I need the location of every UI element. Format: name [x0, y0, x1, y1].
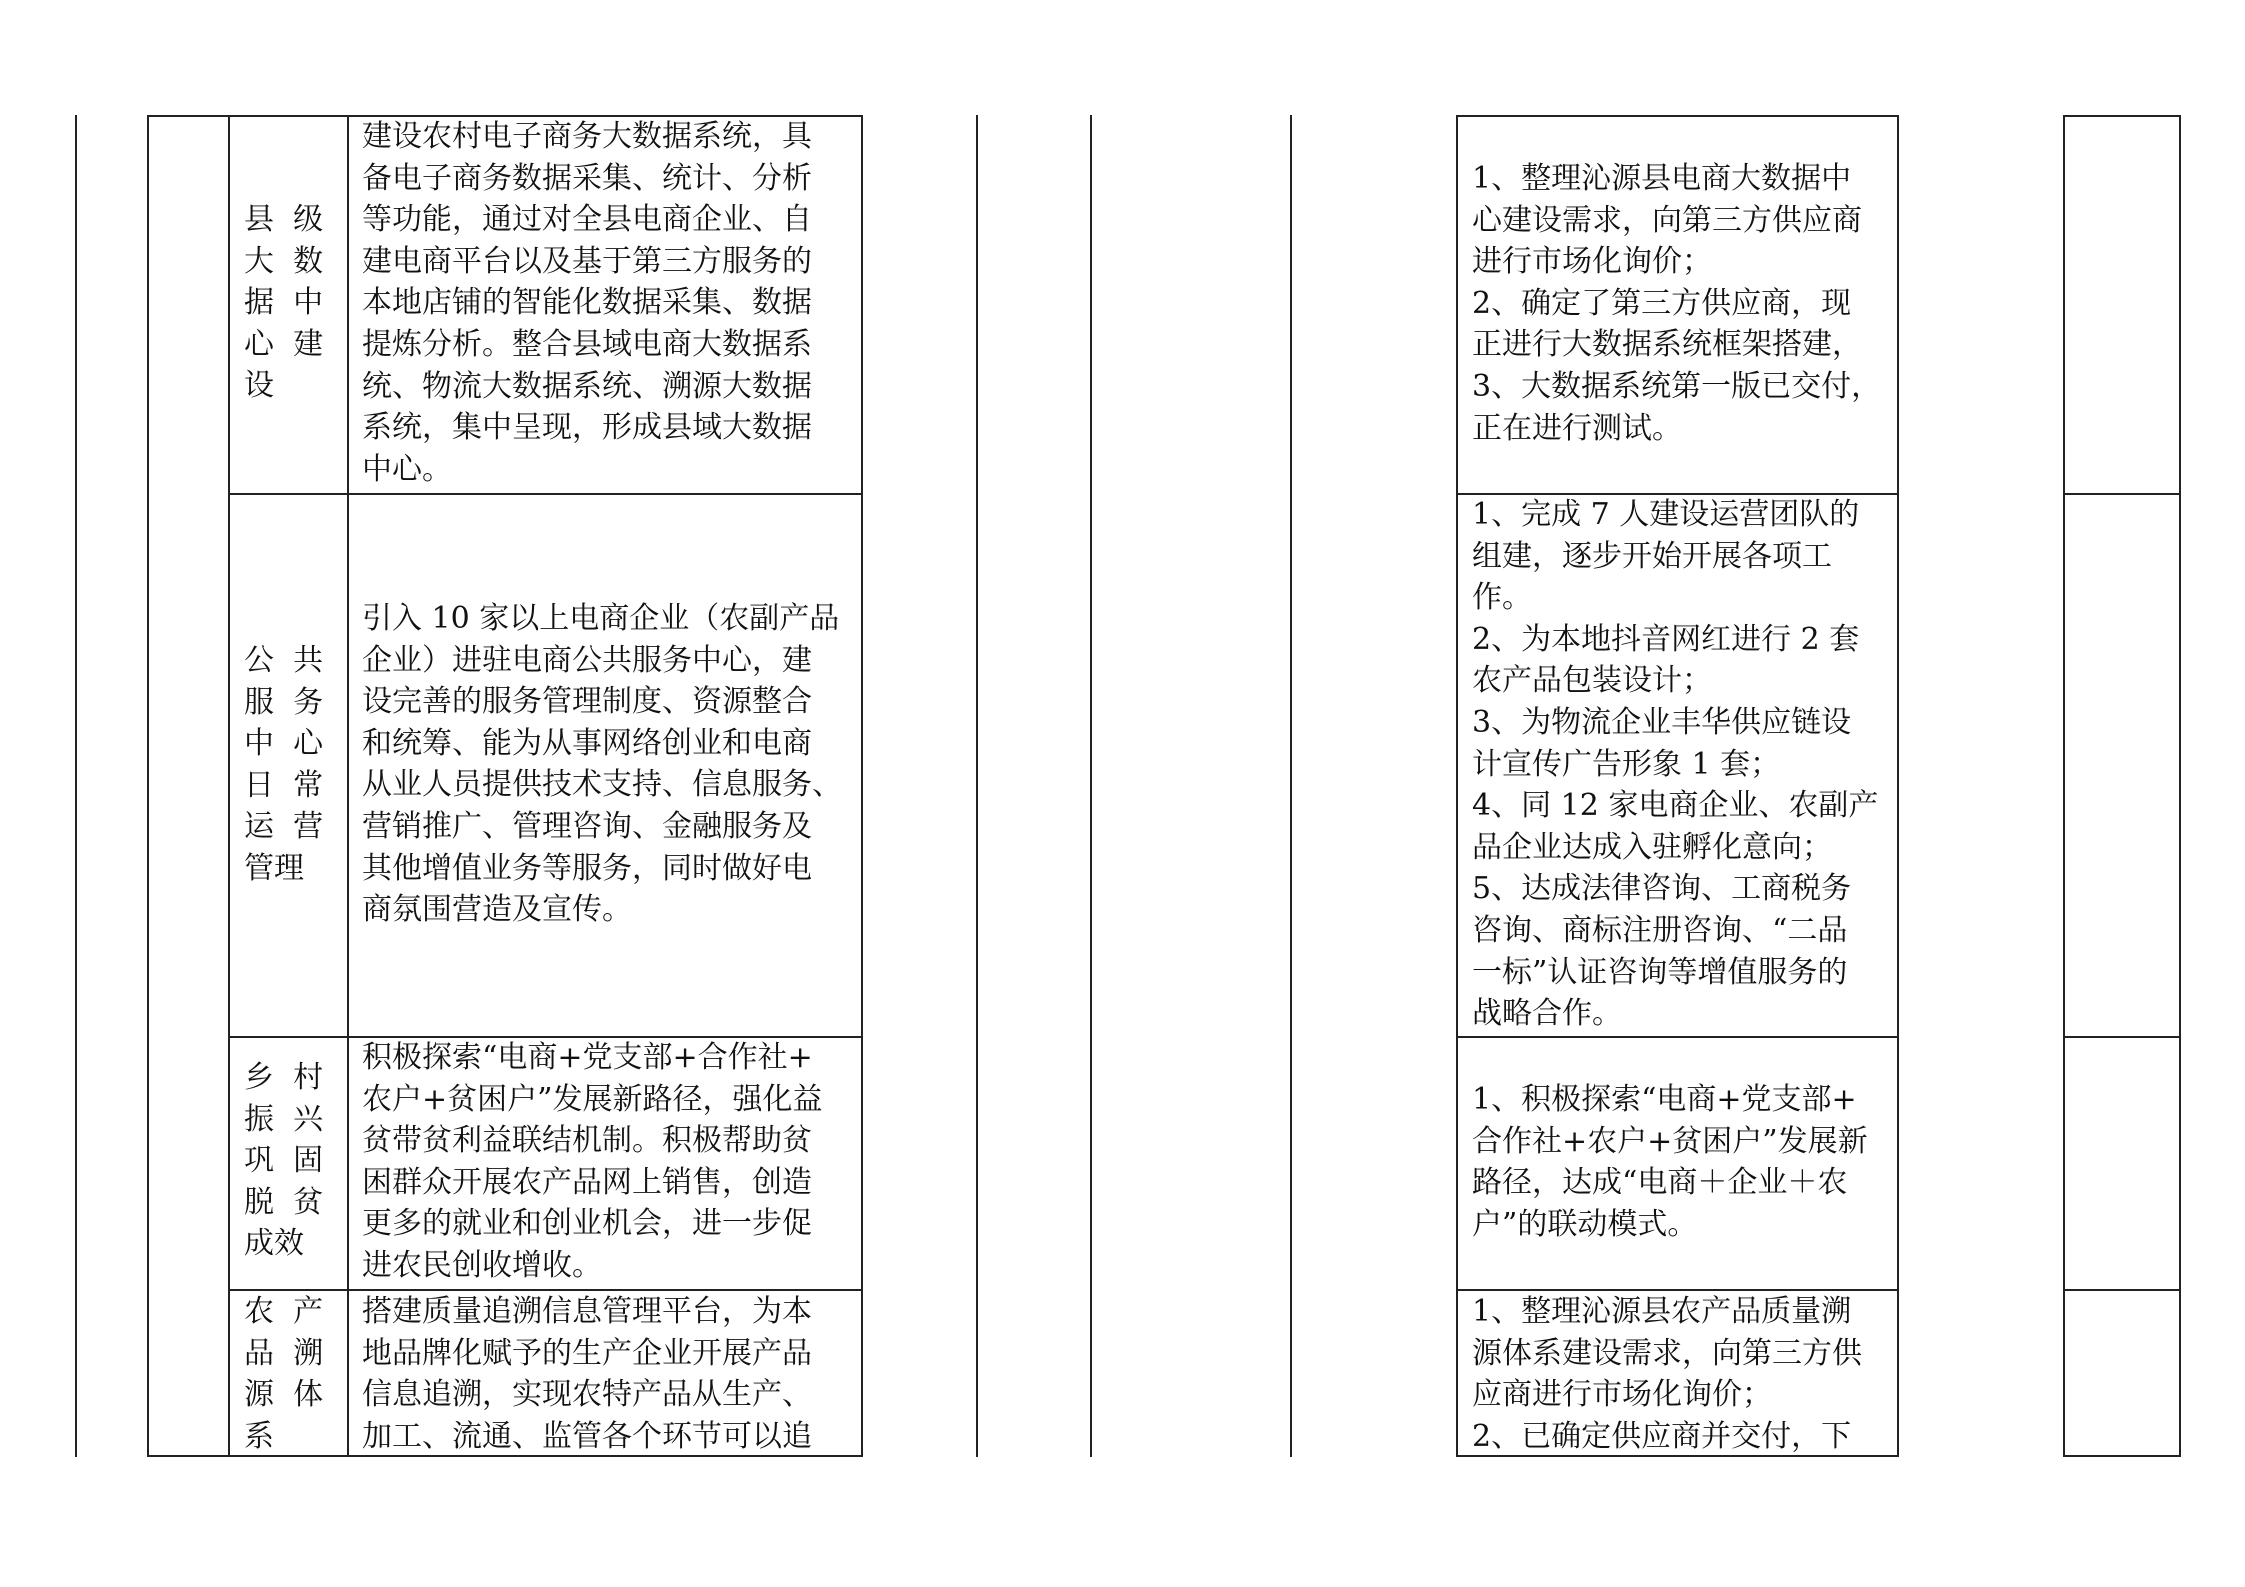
border-top-progress — [1456, 115, 1898, 117]
border-col-remark-left — [2063, 115, 2065, 1457]
border-col-progress-left — [1456, 115, 1458, 1457]
border-col-content-right — [861, 115, 863, 1457]
row-divider-1-remark — [2063, 493, 2180, 495]
row-4-project-name: 农 产 品 溯 源 体 系 — [244, 1294, 324, 1454]
border-col-remark-right — [2179, 115, 2181, 1457]
row-3-project-name: 乡 村 振 兴 巩 固 脱 贫 成效 — [244, 1060, 324, 1262]
border-top-remark — [2063, 115, 2180, 117]
row-2-progress: 1、完成 7 人建设运营团队的 组建，逐步开始开展各项工 作。 2、为本地抖音网红进行 2 套 农产品包装设计； 3、为物流企业丰华供应链设 计宣传广告形象 1 套； 4、同 12 家电商企业、农副产 品企业达成入驻孵化意向； 5、达成法律咨询、工商税务 咨询、商标注册咨询、“二品 一标”认证咨询等增值服务的 战略合作。 — [1472, 497, 1879, 1032]
row-divider-2-progress — [1456, 1036, 1898, 1038]
row-3-construction-content: 积极探索“电商+党支部+合作社+ 农户+贫困户”发展新路径，强化益 贫带贫利益联结机制。积极帮助贫 困群众开展农产品网上销售，创造 更多的就业和创业机会，进一步促 进农民创收增收。 — [362, 1040, 823, 1283]
row-divider-2-remark — [2063, 1036, 2180, 1038]
row-4-progress: 1、整理沁源县农产品质量溯 源体系建设需求，向第三方供 应商进行市场化询价； 2、已确定供应商并交付，下 — [1472, 1294, 1862, 1454]
row-divider-3-remark — [2063, 1289, 2180, 1291]
row-2-construction-content: 引入 10 家以上电商企业（农副产品 企业）进驻电商公共服务中心，建 设完善的服务管理制度、资源整合 和统筹、能为从事网络创业和电商 从业人员提供技术支持、信息服务、 营销推广、管理咨询、金融服务及 其他增值业务等服务，同时做好电 商氛围营造及宣传。 — [362, 601, 842, 928]
row-1-progress: 1、整理沁源县电商大数据中 心建设需求，向第三方供应商 进行市场化询价； 2、确定了第三方供应商，现 正进行大数据系统框架搭建， 3、大数据系统第一版已交付， 正在进行测试。 — [1472, 161, 1882, 446]
border-col-name-right — [347, 115, 349, 1457]
row-1-project-name: 县 级 大 数 据 中 心 建 设 — [244, 202, 324, 404]
row-2-project-name: 公 共 服 务 中 心 日 常 运 营 管理 — [244, 643, 324, 886]
row-1-construction-content: 建设农村电子商务大数据系统，具 备电子商务数据采集、统计、分析 等功能，通过对全县电商企业、自 建电商平台以及基于第三方服务的 本地店铺的智能化数据采集、数据 提炼分析。整合县域电商大数据系 统、物流大数据系统、溯源大数据 系统，集中呈现，形成县域大数据 中心。 — [362, 119, 812, 487]
row-divider-1-main — [228, 493, 862, 495]
border-top-index — [147, 115, 229, 117]
border-bottom-index — [147, 1455, 229, 1457]
border-bottom-remark — [2063, 1455, 2180, 1457]
border-col-a — [976, 115, 978, 1457]
border-left-outer — [75, 115, 77, 1457]
row-4-construction-content: 搭建质量追溯信息管理平台，为本 地品牌化赋予的生产企业开展产品 信息追溯，实现农特产品从生产、 加工、流通、监管各个环节可以追 — [362, 1294, 812, 1454]
border-col-b — [1090, 115, 1092, 1457]
row-3-progress: 1、积极探索“电商+党支部+ 合作社+农户+贫困户”发展新 路径，达成“电商＋企业＋农 户”的联动模式。 — [1472, 1082, 1868, 1242]
border-col-name-left — [228, 115, 230, 1457]
border-col-c — [1290, 115, 1292, 1457]
border-col-progress-right — [1897, 115, 1899, 1457]
border-col-index — [147, 115, 149, 1457]
